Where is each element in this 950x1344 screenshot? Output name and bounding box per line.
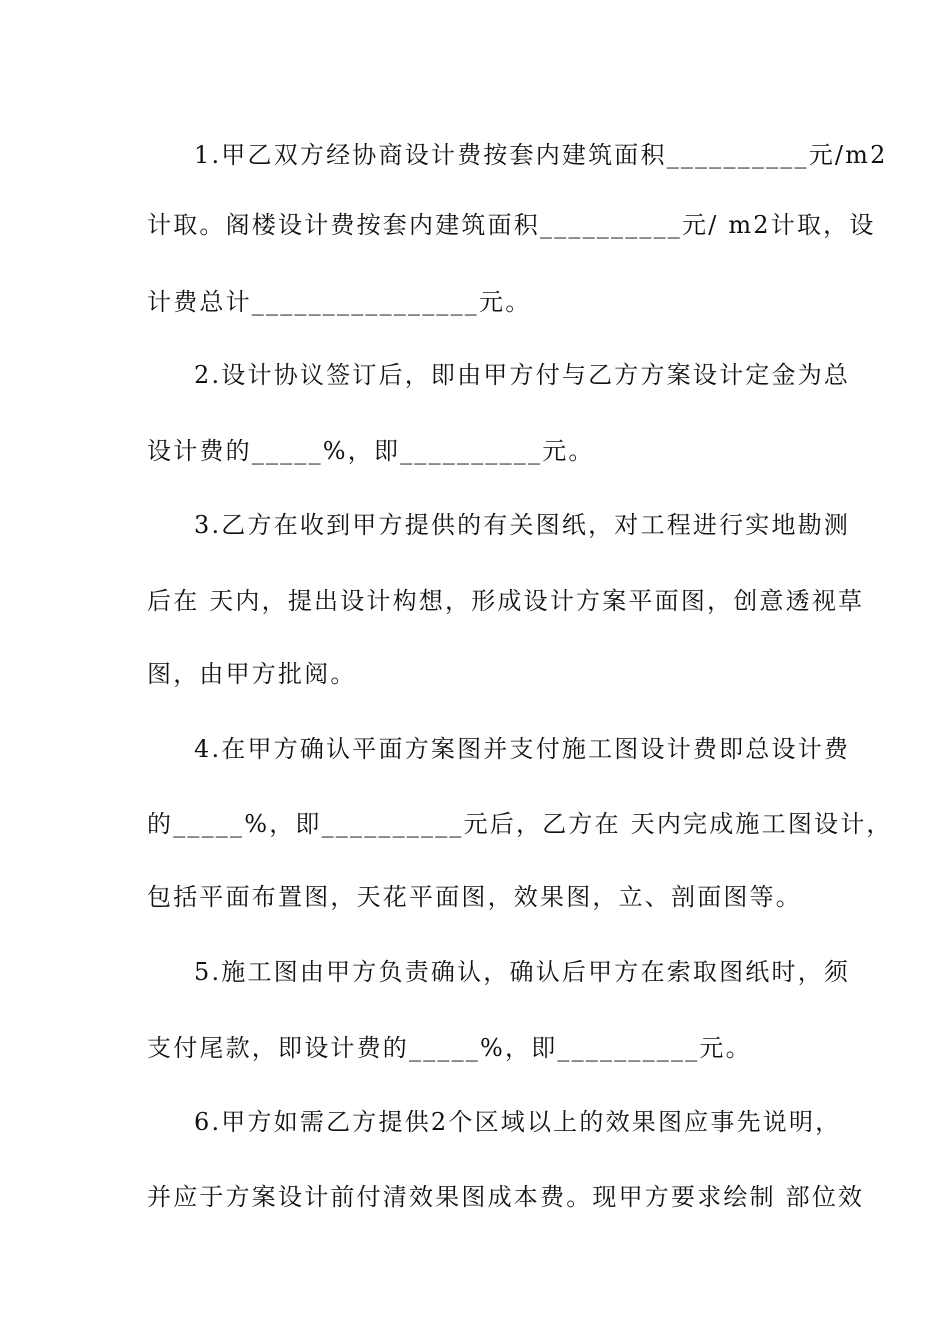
paragraph-2-line-2: 设计费的_____%，即__________元。 bbox=[147, 437, 595, 465]
paragraph-4-line-3: 包括平面布置图，天花平面图，效果图，立、剖面图等。 bbox=[147, 883, 802, 911]
paragraph-4-line-1: 4.在甲方确认平面方案图并支付施工图设计费即总设计费 bbox=[194, 735, 851, 763]
paragraph-3-line-3: 图，由甲方批阅。 bbox=[147, 660, 357, 688]
paragraph-5-line-2: 支付尾款，即设计费的_____%，即__________元。 bbox=[147, 1034, 752, 1062]
paragraph-1-line-3: 计费总计________________元。 bbox=[147, 288, 532, 316]
paragraph-6-line-1: 6.甲方如需乙方提供2个区域以上的效果图应事先说明， bbox=[194, 1108, 842, 1136]
paragraph-5-line-1: 5.施工图由甲方负责确认，确认后甲方在索取图纸时，须 bbox=[194, 958, 851, 986]
paragraph-2-line-1: 2.设计协议签订后，即由甲方付与乙方方案设计定金为总 bbox=[194, 361, 851, 389]
paragraph-6-line-2: 并应于方案设计前付清效果图成本费。现甲方要求绘制 部位效 bbox=[147, 1183, 865, 1211]
paragraph-4-line-2: 的_____%，即__________元后，乙方在 天内完成施工图设计， bbox=[147, 810, 893, 838]
paragraph-1-line-2: 计取。阁楼设计费按套内建筑面积__________元/ m2计取，设 bbox=[147, 211, 876, 239]
paragraph-3-line-2: 后在 天内，提出设计构想，形成设计方案平面图，创意透视草 bbox=[147, 587, 865, 615]
paragraph-3-line-1: 3.乙方在收到甲方提供的有关图纸，对工程进行实地勘测 bbox=[194, 511, 851, 539]
paragraph-1-line-1: 1.甲乙双方经协商设计费按套内建筑面积__________元/m2 bbox=[194, 141, 888, 169]
